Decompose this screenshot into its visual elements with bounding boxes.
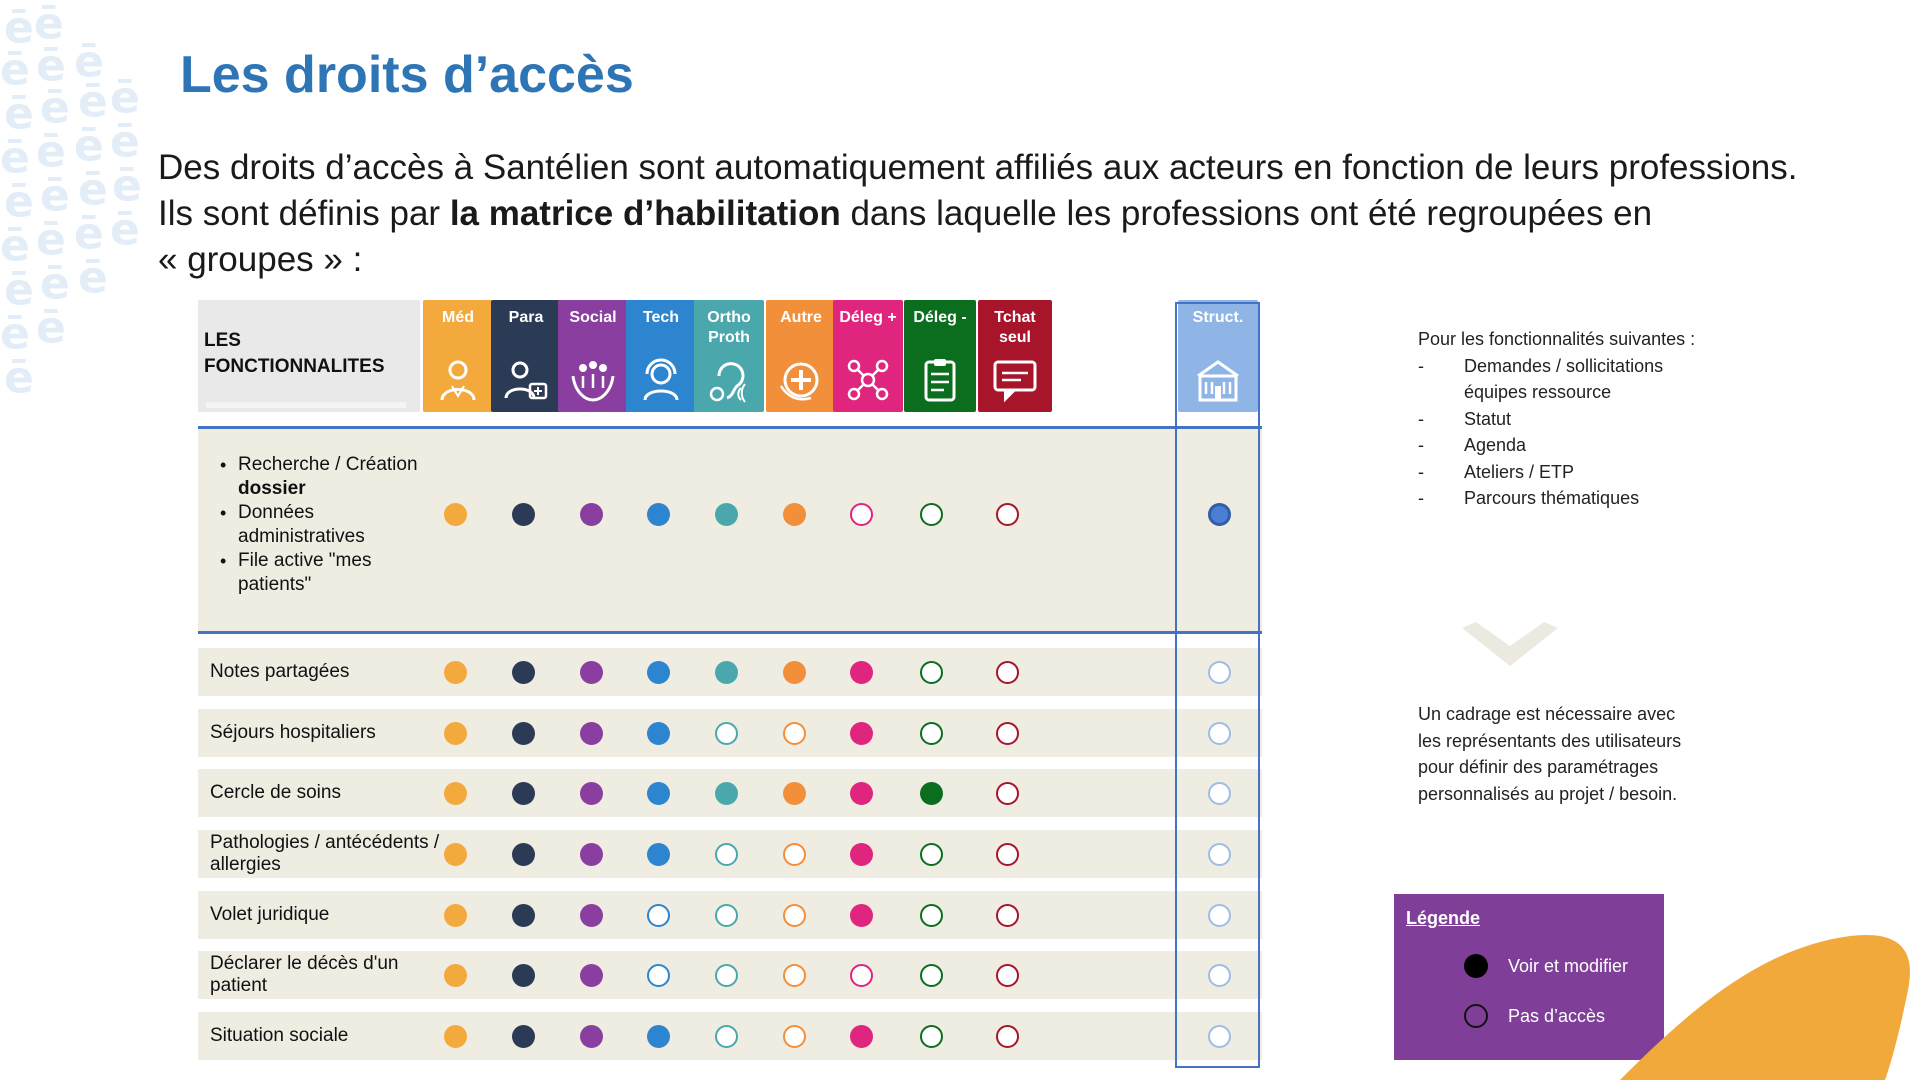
side-list-item: [1418, 459, 1698, 486]
matrix-row-label: Déclarer le décès d'un patient: [210, 953, 399, 996]
access-full-dot: [580, 782, 603, 805]
access-full-dot: [512, 1025, 535, 1048]
column-header-1: [423, 300, 493, 412]
column-header-label: Déleg +: [839, 309, 897, 326]
access-none-dot: [715, 843, 738, 866]
access-full-dot: [580, 904, 603, 927]
column-header-4: [626, 300, 696, 412]
side-list-item-text: Agenda: [1464, 435, 1527, 455]
side-list-item: [1418, 485, 1698, 512]
access-none-dot: [715, 964, 738, 987]
column-header-2: [491, 300, 561, 412]
background-pattern: ē ē ē ē ē ē ē ē ē ē ē ē ē ē ē ē ē ē ē ē ē ē ē ē ē ē ē: [0, 0, 142, 403]
access-none-dot: [920, 904, 943, 927]
access-none-dot: [996, 1025, 1019, 1048]
access-full-dot: [444, 661, 467, 684]
access-none-dot: [920, 964, 943, 987]
access-none-dot: [783, 1025, 806, 1048]
matrix-header-label: [198, 300, 420, 412]
access-full-dot: [580, 1025, 603, 1048]
access-none-dot: [996, 503, 1019, 526]
access-full-dot: [444, 1025, 467, 1048]
matrix-row: [198, 648, 1262, 696]
side-list-item: [1418, 406, 1698, 433]
ear-icon: [705, 356, 753, 404]
decorative-orange-shape: [1600, 930, 1920, 1080]
matrix-row-main: [198, 429, 1262, 631]
legend-full-label: Voir et modifier: [1508, 955, 1629, 976]
access-none-dot: [783, 722, 806, 745]
access-full-dot: [580, 722, 603, 745]
intro-line-2-end: dans laquelle les professions ont été regroupées en: [840, 194, 1653, 233]
access-none-dot: [920, 722, 943, 745]
column-header-label: Struct.: [1192, 309, 1244, 326]
list-dash: -: [1418, 355, 1424, 376]
access-full-dot: [444, 843, 467, 866]
matrix-row-label: Pathologies / antécédents / allergies: [210, 832, 440, 875]
access-full-dot: [512, 503, 535, 526]
matrix-row: [198, 951, 1262, 999]
intro-text: [158, 145, 1898, 283]
matrix-row: [198, 709, 1262, 757]
matrix-row-label: Situation sociale: [210, 1025, 349, 1046]
column-header-label: Autre: [780, 309, 822, 326]
access-full-dot: [580, 503, 603, 526]
access-none-dot: [850, 964, 873, 987]
side-list-item: [1418, 353, 1698, 406]
access-none-dot: [996, 782, 1019, 805]
side-list-item-text: Parcours thématiques: [1464, 488, 1640, 508]
list-dash: -: [1418, 488, 1424, 508]
access-full-dot: [444, 904, 467, 927]
access-full-dot: [444, 964, 467, 987]
column-header-5: [694, 300, 764, 412]
matrix-row: [198, 891, 1262, 939]
list-dash: -: [1418, 435, 1424, 455]
access-full-dot: [783, 782, 806, 805]
column-header-label: Social: [569, 309, 617, 326]
access-none-dot: [920, 1025, 943, 1048]
access-full-dot: [647, 782, 670, 805]
matrix-row: [198, 830, 1262, 878]
access-full-dot: [850, 1025, 873, 1048]
access-full-dot: [580, 661, 603, 684]
access-full-dot: [647, 843, 670, 866]
list-dash: -: [1418, 461, 1424, 482]
doctor-icon: [434, 356, 482, 404]
intro-line-2: [158, 191, 1898, 237]
column-header-label: Tech: [642, 309, 680, 326]
access-full-dot: [647, 1025, 670, 1048]
column-header-label: Para: [508, 309, 544, 326]
access-none-dot: [783, 843, 806, 866]
medical-cross-icon: [777, 356, 825, 404]
column-header-label: Déleg -: [913, 309, 967, 326]
access-none-dot: [920, 843, 943, 866]
access-none-dot: [996, 661, 1019, 684]
access-none-dot: [715, 904, 738, 927]
access-full-dot: [512, 782, 535, 805]
network-icon: [844, 356, 892, 404]
access-none-dot: [715, 722, 738, 745]
access-full-dot: [850, 722, 873, 745]
headset-icon: [637, 356, 685, 404]
access-none-dot: [996, 722, 1019, 745]
access-full-dot: [850, 782, 873, 805]
matrix-row-label: Cercle de soins: [210, 782, 341, 803]
matrix-row-label: Séjours hospitaliers: [210, 722, 376, 743]
side-list-item-text: Demandes / sollicitations équipes ressource: [1464, 355, 1664, 402]
access-full-dot: [512, 964, 535, 987]
side-list-item: [1418, 432, 1698, 459]
access-none-dot: [996, 904, 1019, 927]
main-functionality-item: • Recherche / Création dossier: [208, 453, 418, 501]
access-full-dot: [850, 843, 873, 866]
access-full-dot: [715, 503, 738, 526]
legend-none-label: Pas d’accès: [1508, 1005, 1606, 1026]
access-full-dot: [920, 782, 943, 805]
side-intro: Pour les fonctionnalités suivantes :: [1418, 329, 1696, 349]
struct-column-frame: [1175, 302, 1260, 1068]
column-header-label: Tchat seul: [994, 309, 1036, 346]
access-none-dot: [920, 503, 943, 526]
access-full-dot: [647, 722, 670, 745]
legend-title: Légende: [1406, 908, 1481, 928]
access-full-dot: [512, 904, 535, 927]
access-none-dot: [715, 1025, 738, 1048]
column-header-8: [904, 300, 976, 412]
chat-icon: [991, 356, 1039, 404]
people-hands-icon: [569, 356, 617, 404]
chevron-down-icon: [1462, 622, 1558, 672]
column-header-3: [558, 300, 628, 412]
access-none-dot: [783, 904, 806, 927]
access-full-dot: [850, 661, 873, 684]
nurse-icon: [502, 356, 550, 404]
header-underline: [206, 402, 406, 408]
access-full-dot: [512, 843, 535, 866]
access-full-dot: [715, 782, 738, 805]
access-full-dot: [580, 964, 603, 987]
main-functionality-item: • Données administratives: [208, 501, 418, 549]
matrix-row: [198, 1012, 1262, 1060]
access-full-dot: [850, 904, 873, 927]
access-full-dot: [512, 661, 535, 684]
access-full-dot: [647, 503, 670, 526]
access-full-dot: [715, 661, 738, 684]
matrix-header-text: LES FONCTIONNALITES: [204, 330, 385, 377]
access-full-dot: [444, 503, 467, 526]
matrix-row-label: Notes partagées: [210, 661, 350, 682]
column-header-label: Méd: [442, 309, 474, 326]
access-full-dot: [647, 661, 670, 684]
access-full-dot: [783, 661, 806, 684]
side-list-item-text: Ateliers / ETP: [1464, 461, 1575, 482]
filled-circle-icon: [1464, 954, 1488, 978]
side-functionality-list: [1418, 353, 1698, 512]
access-none-dot: [996, 843, 1019, 866]
access-none-dot: [647, 964, 670, 987]
intro-line-3: « groupes » :: [158, 240, 363, 279]
clipboard-icon: [916, 356, 964, 404]
side-customization-note: Un cadrage est nécessaire avec les représentants des utilisateurs pour définir des paramétrages personnalisés au projet / besoin.: [1418, 704, 1682, 804]
legend-item-none: [1464, 1004, 1605, 1028]
side-list-item-text: Statut: [1464, 408, 1512, 429]
access-full-dot: [580, 843, 603, 866]
list-dash: -: [1418, 408, 1424, 429]
habilitation-matrix: [198, 300, 1262, 1070]
main-functionality-list: [208, 453, 418, 597]
access-none-dot: [647, 904, 670, 927]
matrix-row: [198, 769, 1262, 817]
access-full-dot: [783, 503, 806, 526]
access-none-dot: [996, 964, 1019, 987]
access-none-dot: [783, 964, 806, 987]
access-full-dot: [444, 782, 467, 805]
matrix-row-label: Volet juridique: [210, 904, 330, 925]
side-functionality-note: [1418, 326, 1698, 512]
intro-line-2-bold: la matrice d’habilitation: [449, 194, 841, 233]
page-title: Les droits d’accès: [180, 46, 634, 104]
column-header-label: Ortho Proth: [707, 309, 751, 346]
access-none-dot: [920, 661, 943, 684]
column-header-9: [978, 300, 1052, 412]
access-full-dot: [444, 722, 467, 745]
intro-line-1: Des droits d’accès à Santélien sont automatiquement affiliés aux acteurs en fonction de leurs professions.: [158, 148, 1798, 187]
section-divider-middle: [198, 631, 1262, 634]
access-none-dot: [850, 503, 873, 526]
intro-line-2-start: Ils sont définis par: [158, 194, 450, 233]
main-functionality-item: • File active "mes patients": [208, 549, 418, 597]
empty-circle-icon: [1464, 1004, 1488, 1028]
access-full-dot: [512, 722, 535, 745]
column-header-7: [833, 300, 903, 412]
column-header-6: [766, 300, 836, 412]
